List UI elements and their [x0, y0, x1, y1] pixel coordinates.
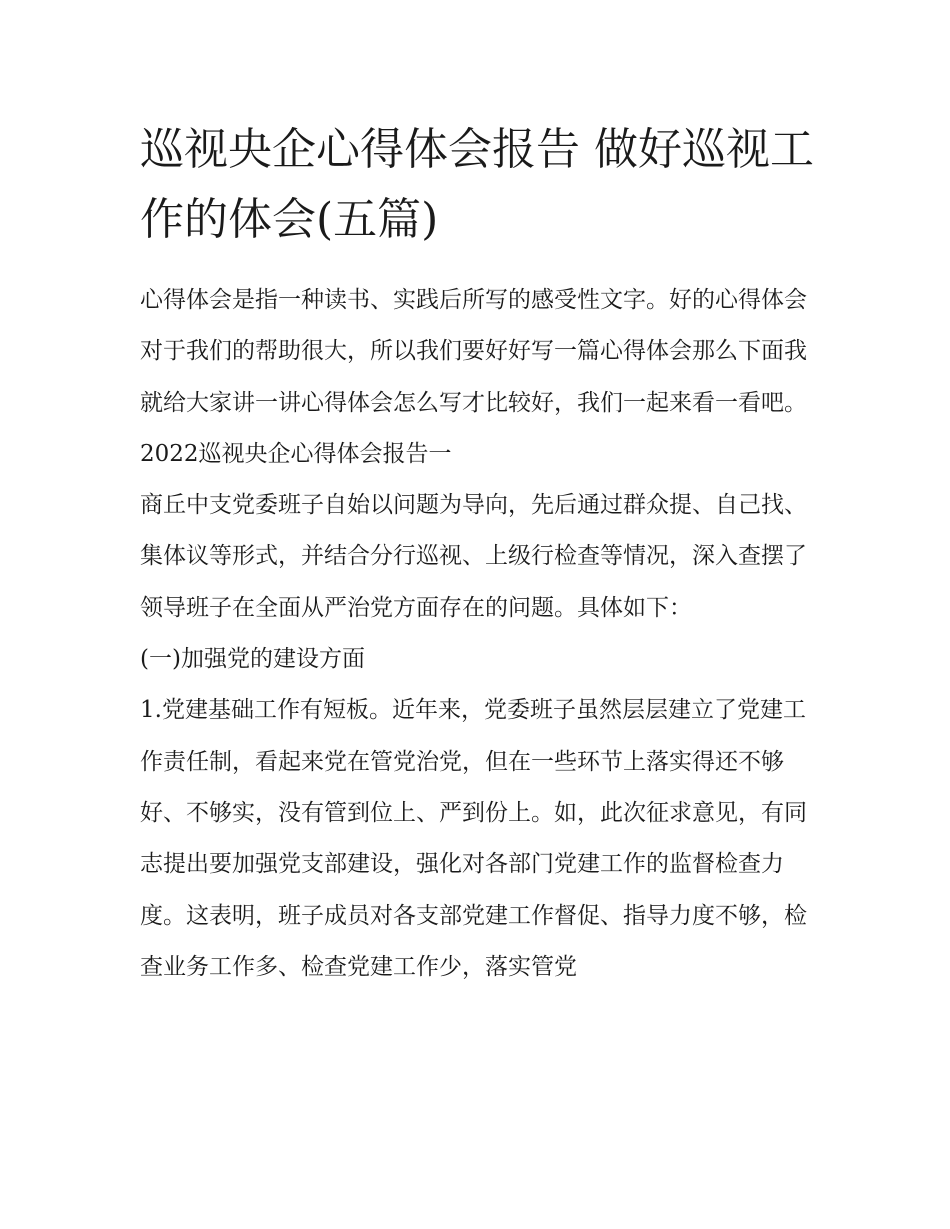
paragraph-overview: 商丘中支党委班子自始以问题为导向，先后通过群众提、自己找、集体议等形式，并结合分行巡视、上级行检查等情况，深入查摆了领导班子在全面从严治党方面存在的问题。具体如下： [140, 492, 807, 621]
paragraph-item-1: 1.党建基础工作有短板。近年来，党委班子虽然层层建立了党建工作责任制，看起来党在管党治党，但在一些环节上落实得还不够好、不够实，没有管到位上、严到份上。如，此次征求意见，有同志提出要加强党支部建设，强化对各部门党建工作的监督检查力度。这表明，班子成员对各支部党建工作督促、指导力度不够，检查业务工作多、检查党建工作少，落实管党 [140, 697, 807, 980]
document-title: 巡视央企心得体会报告 做好巡视工作的体会(五篇) [140, 124, 814, 245]
paragraph-intro: 心得体会是指一种读书、实践后所写的感受性文字。好的心得体会对于我们的帮助很大，所以我们要好好写一篇心得体会那么下面我就给大家讲一讲心得体会怎么写才比较好，我们一起来看一看吧。 [140, 287, 807, 416]
section-heading: 2022巡视央企心得体会报告一 [140, 440, 452, 467]
document-body [140, 275, 820, 993]
subsection-heading: (一)加强党的建设方面 [140, 646, 365, 673]
